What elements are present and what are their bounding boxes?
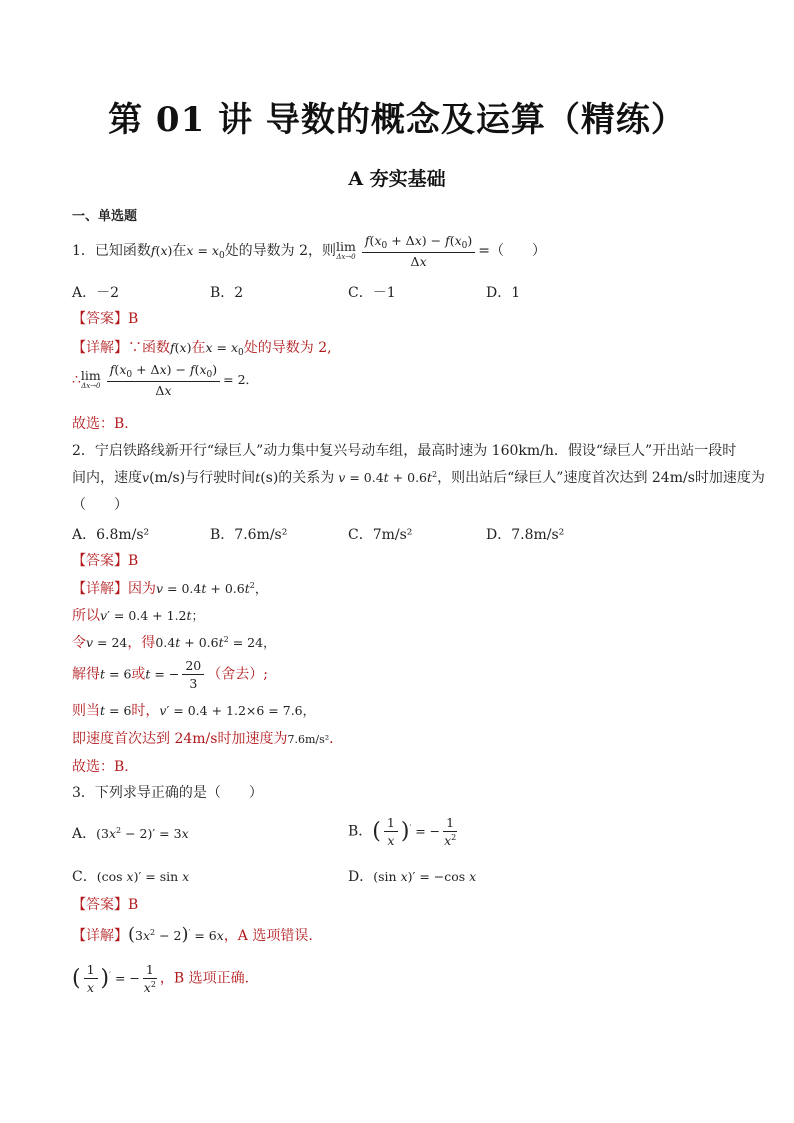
q2-final: 故选：B. [72, 759, 129, 775]
q3-option-d: D．(sin x)′ = −cos x [348, 869, 477, 885]
q2-detail-1: 【详解】因为$v = 0.4t + 0.6t^2$， [72, 581, 268, 597]
q1-option-a: A．－2 [72, 285, 120, 301]
q3-stem: 3．下列求导正确的是（ ） [72, 785, 263, 801]
q1-final: 故选：B. [72, 416, 129, 432]
q2-line-1: 2．宁启铁路线新开行“绿巨人”动力集中复兴号动车组，最高时速为 160km/h．假设“绿巨人”开出站一段时 [72, 443, 737, 459]
q1-detail: 【详解】∵函数f(x)在$x = x_0$处的导数为 2, [72, 340, 332, 358]
q3-answer: 【答案】B [72, 897, 139, 913]
q2-detail-6: 即速度首次达到 24m/s时加速度为7.6m/s²． [72, 731, 344, 747]
q1-stem: 1．已知函数f(x)在$x = x_0$处的导数为 2，则 lim Δx→0 $\frac{f(x_0 + \Delta x) - f(x_0)}{\Delta x}$ =（ ） [72, 233, 547, 269]
q3-detail-2: ( $\frac{1}{x}$ )′ = − $\frac{1}{x^2}$ ，B 选项正确. [72, 962, 250, 995]
q3-option-a: A．$(3x^2 - 2)' = 3x$ [72, 826, 189, 842]
q2-detail-2: 所以v′ = 0.4 + 1.2t； [72, 608, 205, 624]
q2-option-b: B．7.6m/s² [210, 527, 288, 543]
q1-option-b: B．2 [210, 285, 244, 301]
q2-option-c: C．7m/s² [348, 527, 413, 543]
q1-conclusion: ∴ lim Δx→0 $\frac{f(x_0 + \Delta x) - f(x_0)}{\Delta x}$ = 2． [72, 362, 259, 398]
q1-option-c: C．－1 [348, 285, 396, 301]
q2-detail-3: 令v = 24，得$0.4t + 0.6t^2 = 24$， [72, 635, 276, 651]
q2-option-a: A．6.8m/s² [72, 527, 150, 543]
q3-detail-1: 【详解】$(3x^2 - 2)' = 6x$，A 选项错误. [72, 924, 313, 945]
q2-detail-4: 解得t = 6或t = − $\frac{20}{3}$ （舍去）; [72, 658, 268, 691]
q2-option-d: D．7.8m/s² [486, 527, 565, 543]
q1-answer: 【答案】B [72, 311, 139, 327]
q2-line-2: 间内，速度v(m/s)与行驶时间t(s)的关系为 $v = 0.4t + 0.6t^2$，则出站后“绿巨人”速度首次达到 24m/s时加速度为 [72, 470, 765, 486]
section-heading: 一、单选题 [72, 209, 138, 224]
q3-option-c: C．(cos x)′ = sin x [72, 869, 190, 885]
q2-detail-5: 则当t = 6时，v′ = 0.4 + 1.2×6 = 7.6， [72, 703, 316, 719]
q2-answer: 【答案】B [72, 553, 139, 569]
q2-line-3: （ ） [72, 497, 128, 513]
page-title: 第 01 讲 导数的概念及运算（精练） [108, 100, 686, 140]
q3-option-b: B．( $\frac{1}{x}$ )′ = − $\frac{1}{x^2}$ [348, 815, 457, 848]
q1-option-d: D．1 [486, 285, 521, 301]
section-subtitle: A 夯实基础 [348, 168, 446, 190]
